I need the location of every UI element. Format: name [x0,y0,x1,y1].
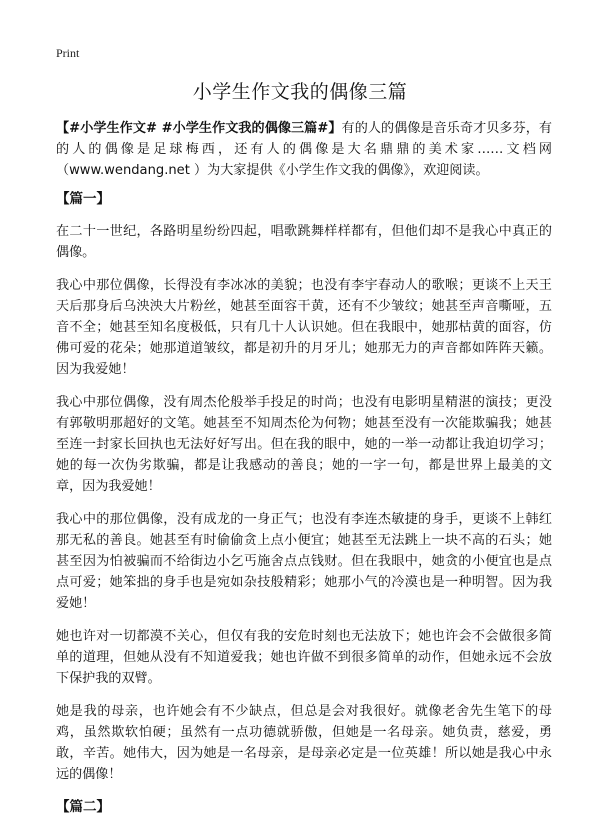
section-heading-1: 【篇一】 [56,191,110,207]
intro-paragraph [56,118,552,181]
section-heading-2: 【篇二】 [56,799,110,815]
page-title: 小学生作文我的偶像三篇 [192,81,408,103]
paragraph-2: 我心中那位偶像，长得没有李冰冰的美貌；也没有李宇春动人的歌喉；更谈不上天王天后那身后乌泱泱大片粉丝，她甚至面容干黄，还有不少皱纹；她甚至声音嘶哑，五音不全；她甚至知名度极低，只有几十人认识她。但在我眼中，她那枯黄的面容，仿佛可爱的花朵；她那道道皱纹，都是初升的月牙儿；她那无力的声音都如阵阵天籁。因为我爱她！ [56,278,552,377]
paragraph-4: 我心中的那位偶像，没有成龙的一身正气；也没有李连杰敏捷的身手，更谈不上韩红那无私的善良。她甚至有时偷偷贪上点小便宜；她甚至无法跳上一块不高的石头；她甚至因为怕被骗而不给街边小乞丐施舍点点钱财。但在我眼中，她贪的小便宜也是点点可爱；她笨拙的身手也是宛如杂技般精彩；她那小气的冷漠也是一种明智。因为我爱她！ [56,512,552,611]
paragraph-6: 她是我的母亲，也许她会有不少缺点，但总是会对我很好。就像老舍先生笔下的母鸡，虽然欺软怕硬；虽然有一点功德就骄傲，但她是一名母亲。她负责，慈爱，勇敢，辛苦。她伟大，因为她是一名母亲，是母亲必定是一位英雄！所以她是我心中永远的偶像！ [56,704,552,782]
article-body [56,118,552,829]
paragraph-1: 在二十一世纪，各路明星纷纷四起，唱歌跳舞样样都有，但他们却不是我心中真正的偶像。 [56,224,552,260]
intro-text: 有的人的偶像是音乐奇才贝多芬，有的人的偶像是足球梅西，还有人的偶像是大名鼎鼎的美术家……文档网（www.wendang.net ）为大家提供《小学生作文我的偶像》，欢迎阅读。 [56,121,553,178]
paragraph-3: 我心中那位偶像，没有周杰伦般举手投足的时尚；也没有电影明星精湛的演技；更没有郭敬明那超好的文笔。她甚至不知周杰伦为何物；她甚至没有一次能欺骗我；她甚至连一封家长回执也无法好好写出。但在我的眼中，她的一举一动都让我迫切学习；她的每一次伪劣欺骗，都是让我感动的善良；她的一字一句，都是世界上最美的文章，因为我爱她！ [56,395,552,494]
intro-tag: 【#小学生作文# #小学生作文我的偶像三篇#】 [56,121,342,136]
print-label: Print [56,46,80,60]
paragraph-5: 她也许对一切都漠不关心，但仅有我的安危时刻也无法放下；她也许会不会做很多简单的道理，但她从没有不知道爱我；她也许做不到很多简单的动作，但她永远不会放下保护我的双臂。 [56,629,552,686]
